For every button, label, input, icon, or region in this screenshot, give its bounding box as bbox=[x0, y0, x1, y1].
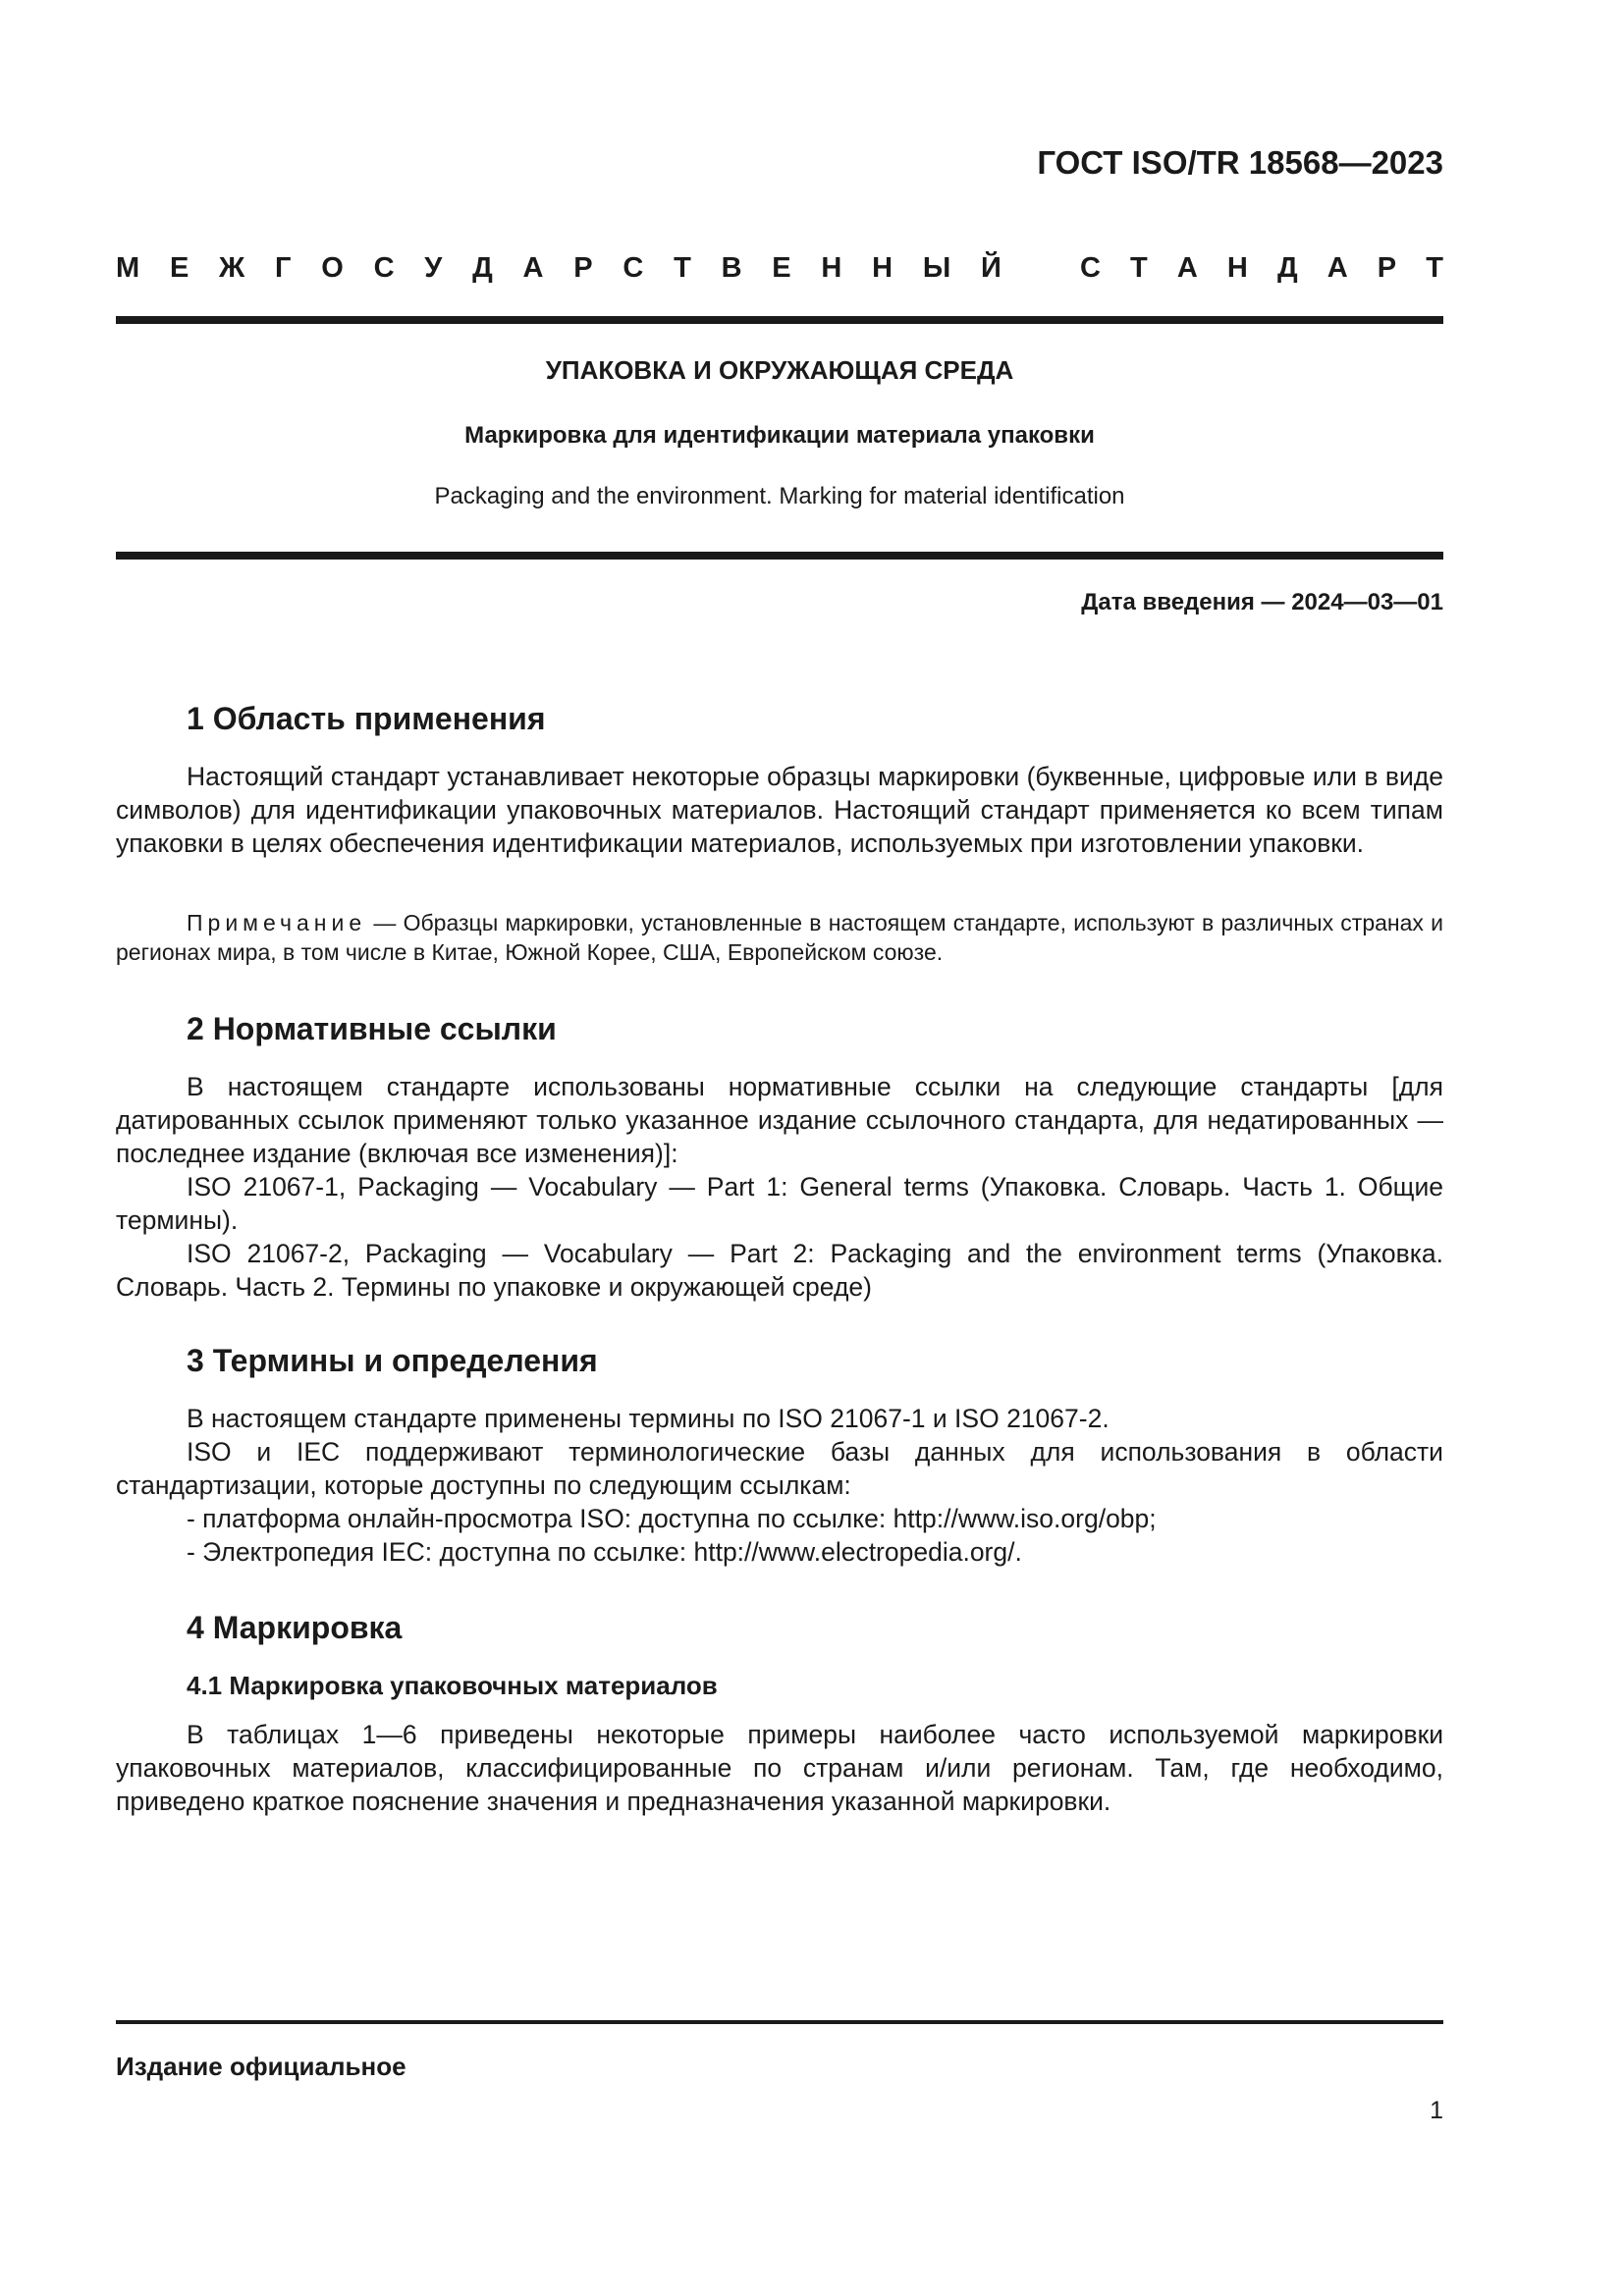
document-title: УПАКОВКА И ОКРУЖАЮЩАЯ СРЕДА bbox=[545, 355, 1014, 385]
caption-letter: Ж bbox=[219, 252, 245, 284]
caption-letter: С bbox=[1080, 252, 1101, 284]
caption-letter: Т bbox=[1130, 252, 1148, 284]
caption-letter: А bbox=[522, 252, 544, 284]
note-paragraph bbox=[116, 908, 1443, 967]
caption-letter: Н bbox=[872, 252, 893, 284]
effective-date: Дата введения — 2024—03—01 bbox=[1081, 589, 1443, 615]
section-4-heading: 4 Маркировка bbox=[187, 1610, 403, 1645]
caption-letter: Д bbox=[1276, 252, 1298, 284]
paragraph: В настоящем стандарте использованы нормативные ссылки на следующие стандарты [для датированных ссылок применяют только указанное издание ссылочного стандарта, для недатированных — последнее издание (включая все изменения)]: bbox=[116, 1072, 1443, 1168]
page-number: 1 bbox=[1430, 2097, 1443, 2124]
caption-letter: Е bbox=[169, 252, 189, 284]
reference-item: ISO 21067-1, Packaging — Vocabulary — Part 1: General terms (Упаковка. Словарь. Часть 1. Общие термины). bbox=[116, 1172, 1443, 1235]
caption-letter: Т bbox=[1426, 252, 1443, 284]
caption-letter: О bbox=[321, 252, 344, 284]
caption-letter: М bbox=[116, 252, 140, 284]
section-3-body bbox=[116, 1402, 1443, 1569]
paragraph: В настоящем стандарте применены термины по ISO 21067-1 и ISO 21067-2. bbox=[187, 1404, 1110, 1433]
caption-letter: Ы bbox=[922, 252, 951, 284]
section-3-heading: 3 Термины и определения bbox=[187, 1343, 598, 1378]
section-1-note bbox=[116, 908, 1443, 967]
caption-letter: С bbox=[623, 252, 644, 284]
document-number: ГОСТ ISO/TR 18568—2023 bbox=[1037, 144, 1443, 181]
paragraph: В таблицах 1—6 приведены некоторые примеры наиболее часто используемой маркировки упаковочных материалов, классифицированные по странам и/или регионам. Там, где необходимо, приведено краткое пояснение значения и предназначения указанной маркировки. bbox=[116, 1720, 1443, 1816]
caption-word-standard bbox=[1080, 252, 1443, 285]
section-2-body bbox=[116, 1070, 1443, 1304]
section-1-heading: 1 Область применения bbox=[187, 701, 546, 736]
caption-letter: А bbox=[1176, 252, 1198, 284]
title-rule bbox=[116, 552, 1443, 560]
caption-letter: Н bbox=[1226, 252, 1248, 284]
section-4-1-heading: 4.1 Маркировка упаковочных материалов bbox=[187, 1671, 718, 1700]
official-edition-label: Издание официальное bbox=[116, 2052, 406, 2081]
section-2-heading: 2 Нормативные ссылки bbox=[187, 1011, 557, 1046]
caption-letter: Й bbox=[981, 252, 1001, 284]
caption-letter: Р bbox=[573, 252, 593, 284]
caption-letter: Т bbox=[674, 252, 691, 284]
caption-letter: Г bbox=[275, 252, 292, 284]
paragraph: Настоящий стандарт устанавливает некоторые образцы маркировки (буквенные, цифровые или в виде символов) для идентификации упаковочных материалов. Настоящий стандарт применяется ко всем типам упаковки в целях обеспечения идентификации материалов, используемых при изготовлении упаковки. bbox=[116, 762, 1443, 858]
list-item: - Электропедия IEC: доступна по ссылке: http://www.electropedia.org/. bbox=[187, 1537, 1022, 1567]
note-text: — Образцы маркировки, установленные в настоящем стандарте, используют в различных странах и регионах мира, в том числе в Китае, Южной Корее, США, Европейском союзе. bbox=[116, 910, 1443, 965]
section-1-body bbox=[116, 760, 1443, 860]
caption-letter: Н bbox=[821, 252, 842, 284]
document-title-english: Packaging and the environment. Marking for material identification bbox=[434, 483, 1125, 509]
note-label: Примечание bbox=[187, 910, 367, 935]
caption-letter: Р bbox=[1377, 252, 1397, 284]
document-subtitle: Маркировка для идентификации материала упаковки bbox=[464, 422, 1095, 449]
caption-letter: У bbox=[424, 252, 443, 284]
caption-word-interstate bbox=[116, 252, 1001, 285]
footer-rule bbox=[116, 2020, 1443, 2024]
caption-letter: А bbox=[1326, 252, 1348, 284]
caption-letter: Д bbox=[472, 252, 493, 284]
caption-letter: Е bbox=[772, 252, 791, 284]
list-item: - платформа онлайн-просмотра ISO: доступна по ссылке: http://www.iso.org/obp; bbox=[187, 1504, 1157, 1533]
caption-letter: В bbox=[721, 252, 742, 284]
reference-item: ISO 21067-2, Packaging — Vocabulary — Part 2: Packaging and the environment terms (Упаковка. Словарь. Часть 2. Термины по упаковке и окружающей среде) bbox=[116, 1239, 1443, 1302]
header-rule bbox=[116, 316, 1443, 324]
caption-letter: С bbox=[373, 252, 395, 284]
paragraph: ISO и IEC поддерживают терминологические базы данных для использования в области стандартизации, которые доступны по следующим ссылкам: bbox=[116, 1437, 1443, 1500]
section-4-body bbox=[116, 1718, 1443, 1818]
standard-type-caption bbox=[116, 252, 1443, 285]
